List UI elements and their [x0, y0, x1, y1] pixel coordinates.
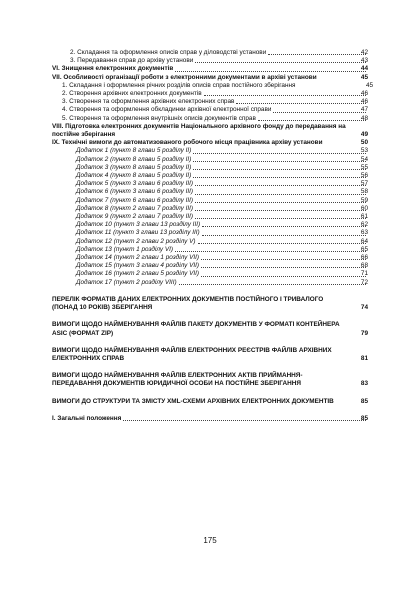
toc-entry: [52, 106, 368, 114]
toc-entry-page: 83: [360, 380, 368, 388]
toc-entry-page: 42: [360, 49, 368, 56]
dot-leader: [204, 95, 366, 96]
toc-entry-text: VIII. Підготовка електронних документів Національного архівного фонду до передавання на постійне зберігання: [52, 122, 346, 139]
toc-entry-page: 60: [360, 204, 368, 212]
toc-entry-page: 45: [360, 73, 368, 81]
toc-entry-text: Додаток 9 (пункт 2 глави 7 розділу III): [76, 213, 194, 221]
dot-leader: [195, 202, 366, 203]
toc-entry-text: Додаток 11 (пункт 3 глави 13 розділу III): [76, 229, 200, 237]
toc-entry-page: 56: [360, 172, 368, 180]
dot-leader: [201, 259, 366, 260]
toc-entry-section: [52, 415, 368, 423]
dot-leader: [195, 218, 366, 219]
toc-entry-appendix: [52, 156, 368, 164]
toc-entry-text: Додаток 17 (пункт 2 розділу VIII): [76, 278, 177, 286]
toc-entry-text: Додаток 12 (пункт 2 глави 2 розділу V): [76, 237, 196, 245]
toc-entry-page: 68: [360, 262, 368, 270]
toc-entry-text: Додаток 8 (пункт 2 глави 7 розділу III): [76, 204, 194, 212]
toc-entry-page: 49: [360, 131, 368, 139]
toc-entry: [52, 81, 374, 90]
toc-entry-section: [52, 321, 368, 337]
toc-entry-page: 85: [360, 414, 368, 422]
dot-leader: [193, 177, 366, 178]
toc-entry-appendix: [52, 164, 368, 172]
toc-entry-text: Додаток 6 (пункт 3 глави 6 розділу III): [76, 188, 194, 196]
toc-entry-text: Додаток 3 (пункт 8 глави 5 розділу II): [76, 163, 192, 171]
toc-entry-page: 63: [360, 229, 368, 237]
toc-entry-page: 65: [360, 245, 368, 253]
dot-leader: [258, 120, 366, 121]
toc-entry-page: 54: [360, 155, 368, 163]
toc-entry-page: 43: [360, 57, 368, 65]
toc-entry-page: 55: [360, 163, 368, 171]
toc-entry-text: IX. Технічні вимоги до автоматизованого робочого місця працівника архіву установи: [52, 139, 323, 147]
toc-entry-page: 46: [360, 90, 368, 98]
toc-entry-page: 81: [360, 354, 368, 362]
toc-entry-appendix: [52, 188, 368, 196]
toc-entry-page: 57: [360, 180, 368, 188]
toc-entry-text: Додаток 15 (пункт 3 глави 4 розділу VII): [76, 262, 200, 270]
dot-leader: [201, 276, 366, 277]
toc-entry: [52, 49, 368, 57]
toc-entry-text: VI. Знищення електронних документів: [52, 65, 174, 73]
toc-entry-page: 61: [360, 213, 368, 221]
toc-entry-page: 85: [360, 397, 368, 405]
toc-entry-text: 3. Передавання справ до архіву установи: [70, 57, 194, 65]
dot-leader: [193, 161, 366, 162]
toc-entry-appendix: [52, 238, 368, 246]
toc-entry-appendix: [52, 205, 368, 213]
appendix-list: [52, 147, 368, 286]
toc-entry-page: 66: [360, 254, 368, 262]
dot-leader: [195, 210, 366, 211]
toc-entry: [52, 115, 368, 123]
toc-entry-page: 58: [360, 188, 368, 196]
toc-entry-text: 2. Складання та оформлення описів справ у діловодстві установи: [70, 49, 267, 56]
toc-entry-text: Додаток 7 (пункт 6 глави 6 розділу III): [76, 196, 194, 204]
toc-entry-page: 47: [360, 106, 368, 114]
toc-entry-page: 50: [360, 139, 368, 147]
toc-entry-text: 5. Створення та оформлення внутрішніх описів документів справ: [62, 114, 256, 122]
toc-entry-page: 46: [360, 98, 368, 106]
toc-entry-text: ВИМОГИ ЩОДО НАЙМЕНУВАННЯ ФАЙЛІВ ЕЛЕКТРОННИХ РЕЄСТРІВ ФАЙЛІВ АРХІВНИХ ЕЛЕКТРОННИХ СПРАВ: [52, 346, 332, 362]
toc-entry-page: 74: [360, 304, 368, 312]
dot-leader: [193, 169, 366, 170]
toc-entry-section: [52, 372, 368, 388]
toc-entry-text: 3. Створення та оформлення архівних електронних справ: [62, 98, 235, 106]
dot-leader: [193, 153, 366, 154]
toc-entry-page: 79: [360, 329, 368, 337]
page-number: 175: [203, 536, 217, 545]
dot-leader: [202, 226, 366, 227]
toc-entry: [52, 90, 368, 98]
toc-entry-text: 1. Складання і оформлення річних розділів описів справ постійного зберігання: [62, 81, 296, 89]
toc-entry-text: Додаток 10 (пункт 3 глави 13 розділу III): [76, 221, 201, 229]
toc-entry-text: Додаток 13 (пункт 1 розділу VI): [76, 245, 174, 253]
toc-entry-appendix: [52, 270, 368, 278]
dot-leader: [195, 185, 366, 186]
toc-entry-text: Додаток 5 (пункт 3 глави 6 розділу III): [76, 180, 194, 188]
toc-entry-text: Додаток 2 (пункт 8 глави 5 розділу II): [76, 155, 192, 163]
toc-entry-text: Додаток 1 (пункт 8 глави 5 розділу II): [76, 147, 192, 155]
dot-leader: [273, 112, 366, 113]
dot-leader: [179, 284, 366, 285]
toc-entry-section: [52, 398, 368, 406]
toc-entry-page: 72: [360, 278, 368, 286]
dot-leader: [123, 420, 366, 421]
dot-leader: [236, 103, 366, 104]
toc-entry-appendix: [52, 147, 368, 155]
dot-leader: [202, 235, 366, 236]
toc-entry-page: 45: [366, 81, 374, 89]
dot-leader: [175, 71, 366, 72]
toc-entry-text: VII. Особливості організації роботи з електронними документами в архіві установи: [52, 73, 317, 81]
table-of-contents: [52, 49, 374, 423]
toc-entry-text: I. Загальні положення: [52, 414, 122, 422]
toc-entry-section: [52, 74, 368, 82]
dot-leader: [268, 54, 366, 55]
toc-entry-text: Додаток 4 (пункт 8 глави 5 розділу II): [76, 172, 192, 180]
toc-entry-page: 71: [360, 270, 368, 278]
toc-entry-text: ВИМОГИ ЩОДО НАЙМЕНУВАННЯ ФАЙЛІВ ЕЛЕКТРОННИХ АКТІВ ПРИЙМАННЯ-ПЕРЕДАВАННЯ ДОКУМЕНТІВ ЮРИДИЧНОЇ ОСОБИ НА ПОСТІЙНЕ ЗБЕРІГАННЯ: [52, 372, 303, 388]
toc-entry-page: 44: [360, 65, 368, 73]
toc-entry-appendix: [52, 229, 368, 237]
toc-entry-appendix: [52, 197, 368, 205]
toc-entry-section: [52, 123, 368, 139]
toc-entry-text: ПЕРЕЛІК ФОРМАТІВ ДАНИХ ЕЛЕКТРОННИХ ДОКУМЕНТІВ ПОСТІЙНОГО І ТРИВАЛОГО (ПОНАД 10 РОКІВ) ЗБЕРІГАННЯ: [52, 295, 324, 312]
toc-entry-appendix: [52, 279, 368, 287]
toc-entry-text: 4. Створення та оформлення обкладинки архівної електронної справи: [62, 106, 272, 114]
dot-leader: [201, 267, 366, 268]
toc-entry-text: Додаток 16 (пункт 2 глави 5 розділу VII): [76, 270, 200, 278]
toc-entry-page: 64: [360, 237, 368, 245]
dot-leader: [195, 194, 366, 195]
dot-leader: [198, 243, 366, 244]
toc-entry-section: [52, 296, 368, 312]
toc-entry-text: Додаток 14 (пункт 2 глави 1 розділу VII): [76, 254, 200, 262]
dot-leader: [175, 251, 366, 252]
toc-entry-text: 2. Створення архівних електронних документів: [62, 90, 202, 98]
toc-entry-page: 62: [360, 221, 368, 229]
toc-entry-page: 48: [360, 114, 368, 122]
toc-entry-page: 59: [360, 196, 368, 204]
toc-entry-section: [52, 347, 368, 363]
toc-entry-text: ВИМОГИ ЩОДО НАЙМЕНУВАННЯ ФАЙЛІВ ПАКЕТУ ДОКУМЕНТІВ У ФОРМАТІ КОНТЕЙНЕРА ASIC (ФОРМАТ ZIP): [52, 321, 340, 337]
toc-entry-text: ВИМОГИ ДО СТРУКТУРИ ТА ЗМІСТУ XML-СХЕМИ АРХІВНИХ ЕЛЕКТРОННИХ ДОКУМЕНТІВ: [52, 397, 334, 405]
toc-entry-section: [52, 65, 368, 73]
toc-entry-appendix: [52, 246, 368, 254]
toc-entry-page: 53: [360, 147, 368, 155]
dot-leader: [195, 62, 366, 63]
